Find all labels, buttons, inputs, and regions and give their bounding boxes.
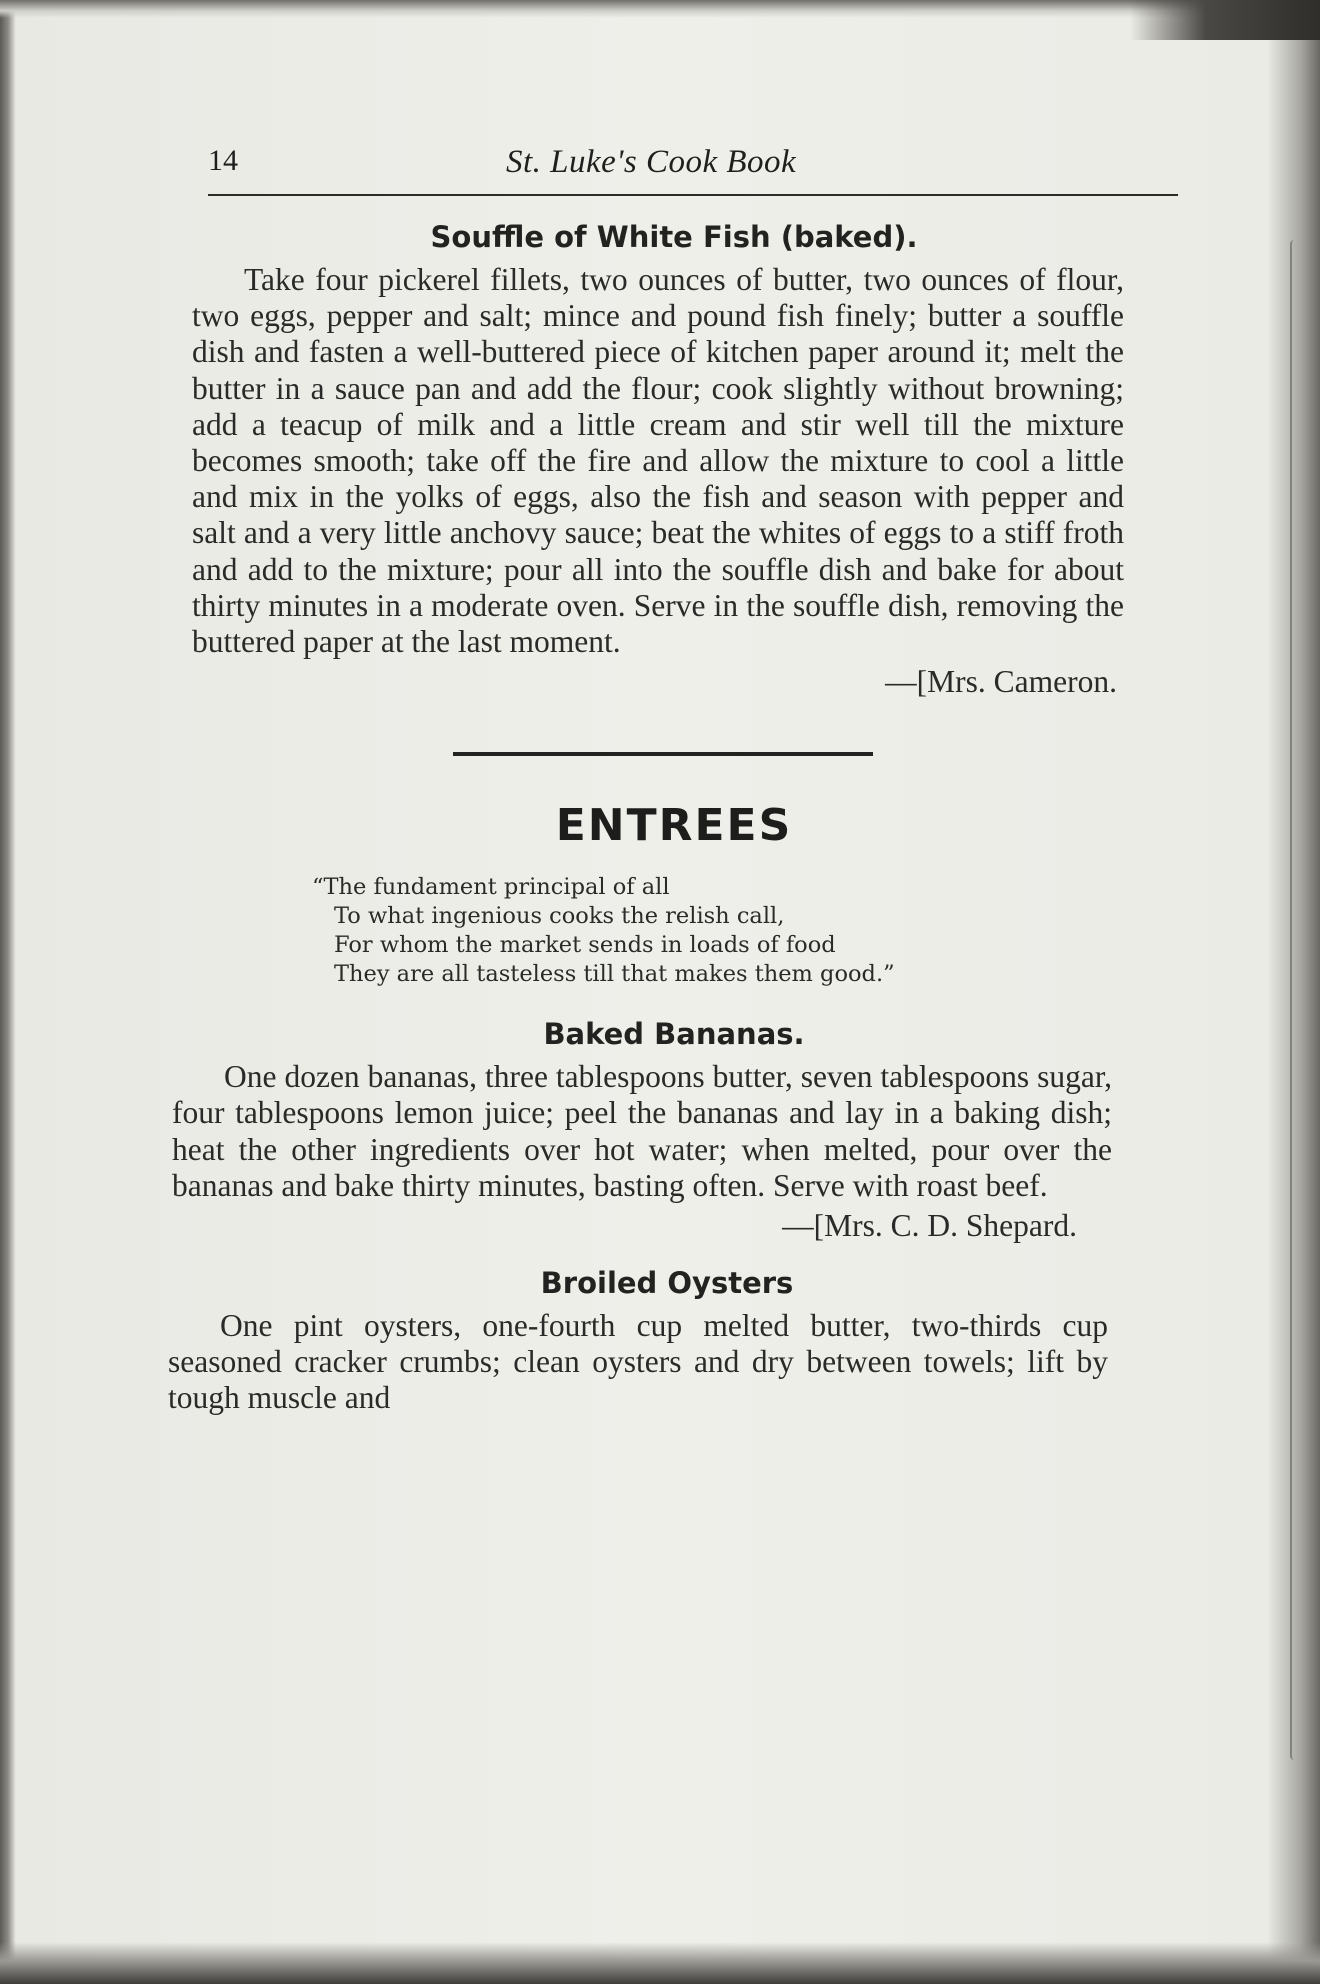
page-number: 14	[208, 144, 238, 177]
epigraph-verse	[312, 873, 1140, 989]
recipe-text-baked-bananas: One dozen bananas, three tablespoons butter, seven tablespoons sugar, four tablespoons lemon juice; peel the bananas and lay in a baking dish; heat the other ingredients over hot water; when melted, pour over the bananas and bake thirty minutes, basting often. Serve with roast beef.	[172, 1059, 1112, 1203]
book-binding-shadow	[1130, 0, 1320, 40]
page-bottom-edge	[0, 1942, 1320, 1984]
page-curl-edge	[1290, 240, 1300, 1760]
attribution-baked-bananas: —[Mrs. C. D. Shepard.	[782, 1208, 1077, 1244]
running-head	[208, 130, 1178, 196]
recipe-title-broiled-oysters: Broiled Oysters	[540, 1266, 794, 1301]
verse-line: They are all tasteless till that makes them good.”	[334, 961, 895, 988]
verse-line: For whom the market sends in loads of food	[334, 932, 836, 959]
recipe-text-souffle: Take four pickerel fillets, two ounces of butter, two ounces of flour, two eggs, pepper and salt; mince and pound fish finely; butter a souffle dish and fasten a well-buttered piece of kitchen paper around it; melt the butter in a sauce pan and add the flour; cook slightly without browning; add a teacup of milk and a little cream and stir well till the mixture becomes smooth; take off the fire and allow the mixture to cool a little and mix in the yolks of eggs, also the fish and season with pepper and salt and a very little anchovy sauce; beat the whites of eggs to a stiff froth and add to the mixture; pour all into the souffle dish and bake for about thirty minutes in a moderate oven. Serve in the souffle dish, removing the buttered paper at the last moment.	[192, 262, 1124, 660]
verse-line: To what ingenious cooks the relish call,	[334, 903, 785, 930]
recipe-title-baked-bananas: Baked Bananas.	[543, 1017, 805, 1052]
section-title-entrees: ENTREES	[555, 800, 793, 852]
page-content	[160, 130, 1140, 1417]
section-divider	[453, 752, 873, 756]
verse-line: “The fundament principal of all	[312, 874, 670, 901]
recipe-body-souffle	[192, 262, 1124, 660]
recipe-body-broiled-oysters	[168, 1308, 1108, 1417]
recipe-body-baked-bananas	[172, 1059, 1112, 1204]
recipe-text-broiled-oysters: One pint oysters, one-fourth cup melted butter, two-thirds cup seasoned cracker crumbs; clean oysters and dry between towels; lift by tough muscle and	[168, 1308, 1108, 1416]
recipe-title-souffle: Souffle of White Fish (baked).	[430, 220, 918, 254]
attribution-souffle: —[Mrs. Cameron.	[885, 664, 1117, 700]
page-top-edge	[0, 0, 1320, 18]
book-title: St. Luke's Cook Book	[506, 144, 797, 180]
